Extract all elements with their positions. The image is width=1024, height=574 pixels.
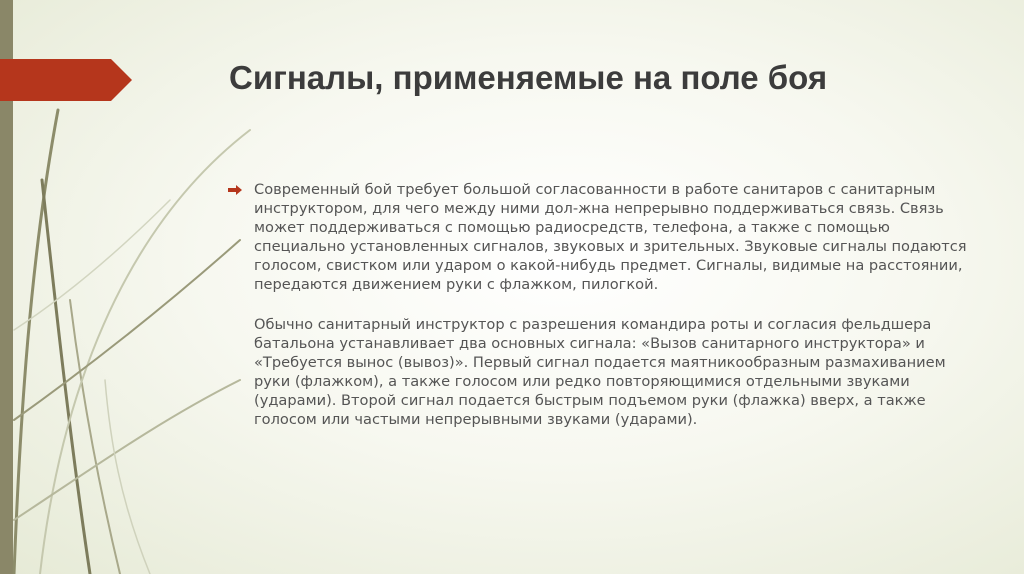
bullet-item — [228, 180, 968, 429]
slide-title: Сигналы, применяемые на поле боя — [229, 59, 828, 96]
paragraph-gap — [254, 294, 968, 315]
title-accent-arrow — [0, 59, 132, 101]
paragraph-1: Современный бой требует большой согласованности в работе санитаров с санитарным инструктором, для чего между ними дол-жна непрерывно поддерживаться связь. Связь может поддерживаться с помощью радиосредств, телефона, а также с помощью специально установленных сигналов, звуковых и зрительных. Звуковые сигналы подаются голосом, свистком или ударом о какой-нибудь предмет. Сигналы, видимые на расстоянии, передаются движением руки с флажком, пилогкой. — [254, 181, 967, 293]
arrow-right-icon — [228, 185, 242, 195]
paragraph-2: Обычно санитарный инструктор с разрешения командира роты и согласия фельдшера батальона устанавливает два основных сигнала: «Вызов санитарного инструктора» и «Требуется вынос (вывоз)». Первый сигнал подается маятникообразным размахиванием руки (флажком), а также голосом или редко повторяющимися отдельными звуками (ударами). Второй сигнал подается быстрым подъемом руки (флажка) вверх, а также голосом или частыми непрерывными звуками (ударами). — [254, 316, 946, 428]
slide-body — [228, 180, 968, 429]
